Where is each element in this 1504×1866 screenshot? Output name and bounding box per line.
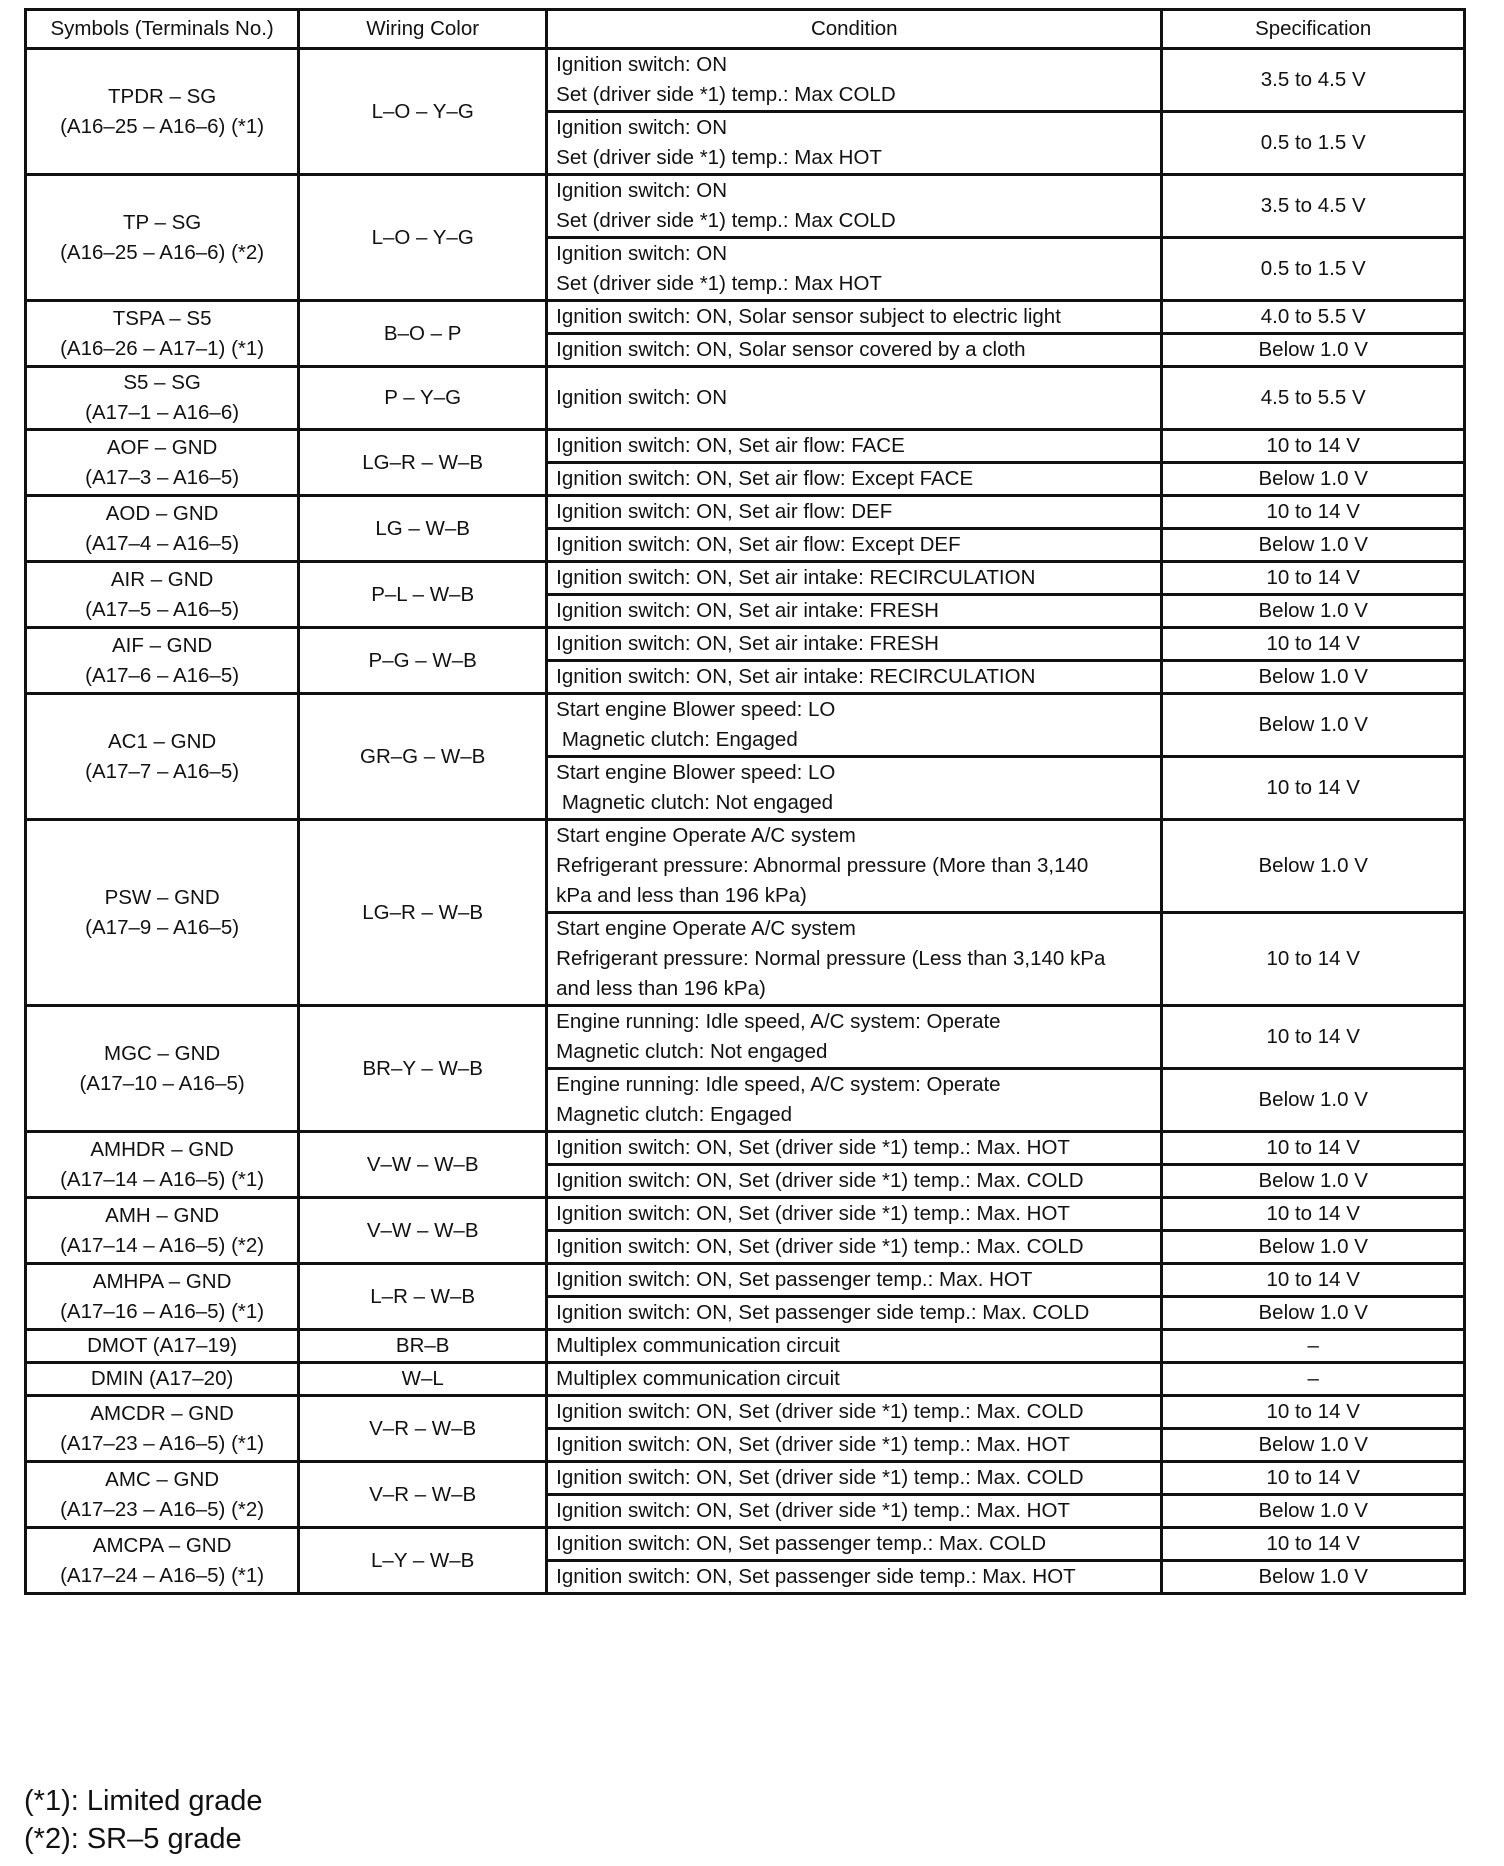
terminal-symbol-line: PSW – GND xyxy=(104,885,220,909)
terminal-symbol-cell xyxy=(26,1198,299,1264)
condition-cell xyxy=(547,1198,1162,1231)
table-row xyxy=(26,1264,1465,1297)
wiring-color-cell: P–G – W–B xyxy=(299,628,547,694)
condition-line: Ignition switch: ON, Set air intake: RECIRCULATION xyxy=(556,665,1036,688)
condition-cell xyxy=(547,430,1162,463)
condition-line: Ignition switch: ON, Solar sensor subject to electric light xyxy=(556,305,1061,328)
condition-line: Ignition switch: ON, Set (driver side *1) temp.: Max. COLD xyxy=(556,1466,1084,1489)
condition-line: Ignition switch: ON, Set air flow: DEF xyxy=(556,500,893,523)
specification-cell: Below 1.0 V xyxy=(1162,463,1465,496)
condition-line: Ignition switch: ON, Set passenger side temp.: Max. COLD xyxy=(556,1301,1090,1324)
table-row xyxy=(26,1006,1465,1069)
terminal-symbol-cell xyxy=(26,175,299,301)
terminal-symbol-line: (A16–25 – A16–6) (*2) xyxy=(60,240,265,264)
terminal-symbol-line: (A17–5 – A16–5) xyxy=(85,597,240,621)
header-symbols: Symbols (Terminals No.) xyxy=(26,10,299,49)
header-condition: Condition xyxy=(547,10,1162,49)
table-row xyxy=(26,175,1465,238)
condition-cell xyxy=(547,367,1162,430)
condition-line: and less than 196 kPa) xyxy=(556,977,766,1000)
wiring-color-cell: W–L xyxy=(299,1363,547,1396)
terminal-symbol-line: (A17–7 – A16–5) xyxy=(85,759,240,783)
condition-cell xyxy=(547,496,1162,529)
specification-cell: Below 1.0 V xyxy=(1162,1495,1465,1528)
condition-line: Ignition switch: ON xyxy=(556,179,728,202)
terminal-symbol-line: S5 – SG xyxy=(123,371,201,394)
condition-line: Set (driver side *1) temp.: Max HOT xyxy=(556,146,882,169)
terminal-symbol-cell xyxy=(26,301,299,367)
condition-cell xyxy=(547,49,1162,112)
wiring-color-cell: BR–Y – W–B xyxy=(299,1006,547,1132)
terminal-symbol-cell xyxy=(26,430,299,496)
terminal-symbol-cell xyxy=(26,1396,299,1462)
condition-cell xyxy=(547,301,1162,334)
wiring-color-cell: V–W – W–B xyxy=(299,1132,547,1198)
condition-cell xyxy=(547,1264,1162,1297)
condition-line: Magnetic clutch: Engaged xyxy=(556,1103,793,1126)
specification-cell: 10 to 14 V xyxy=(1162,430,1465,463)
terminal-symbol-line: (A17–6 – A16–5) xyxy=(85,663,240,687)
specification-cell: Below 1.0 V xyxy=(1162,1069,1465,1132)
wiring-color-cell: GR–G – W–B xyxy=(299,694,547,820)
specification-cell: Below 1.0 V xyxy=(1162,595,1465,628)
table-row xyxy=(26,367,1465,430)
condition-cell xyxy=(547,1297,1162,1330)
condition-line: Refrigerant pressure: Normal pressure (Less than 3,140 kPa xyxy=(556,947,1106,970)
terminal-symbol-line: (A17–14 – A16–5) (*1) xyxy=(60,1167,265,1191)
condition-line: Refrigerant pressure: Abnormal pressure (More than 3,140 xyxy=(556,854,1089,877)
specification-cell: 10 to 14 V xyxy=(1162,1528,1465,1561)
condition-cell xyxy=(547,757,1162,820)
condition-line: Ignition switch: ON, Set (driver side *1) temp.: Max. COLD xyxy=(556,1169,1084,1192)
terminal-symbol-line: AMCPA – GND xyxy=(92,1533,232,1557)
terminal-symbol-line: (A17–1 – A16–6) xyxy=(85,401,240,424)
condition-line: Magnetic clutch: Not engaged xyxy=(556,791,834,814)
header-row xyxy=(26,10,1465,49)
specification-cell: 0.5 to 1.5 V xyxy=(1162,112,1465,175)
table-row xyxy=(26,694,1465,757)
specification-cell: Below 1.0 V xyxy=(1162,334,1465,367)
specification-cell: 10 to 14 V xyxy=(1162,562,1465,595)
specification-cell: 10 to 14 V xyxy=(1162,628,1465,661)
condition-line: Ignition switch: ON, Set air intake: RECIRCULATION xyxy=(556,566,1036,589)
footnote-limited-grade: (*1): Limited grade xyxy=(24,1785,263,1817)
condition-cell xyxy=(547,334,1162,367)
terminal-symbol-line: AMHDR – GND xyxy=(90,1137,234,1161)
terminal-symbol-cell xyxy=(26,49,299,175)
terminal-symbol-cell xyxy=(26,367,299,430)
terminal-symbol-line: (A17–9 – A16–5) xyxy=(85,915,240,939)
terminal-symbol-cell xyxy=(26,694,299,820)
specification-cell: 10 to 14 V xyxy=(1162,757,1465,820)
table-row xyxy=(26,562,1465,595)
terminal-symbol-line: AMC – GND xyxy=(105,1467,220,1491)
footnote-sr5-grade: (*2): SR–5 grade xyxy=(24,1823,242,1855)
condition-line: Start engine Operate A/C system xyxy=(556,917,856,940)
table-row xyxy=(26,628,1465,661)
condition-line: Start engine Blower speed: LO xyxy=(556,761,836,784)
table-row xyxy=(26,430,1465,463)
condition-cell xyxy=(547,238,1162,301)
specification-cell: 10 to 14 V xyxy=(1162,913,1465,1006)
condition-cell xyxy=(547,1528,1162,1561)
condition-line: Engine running: Idle speed, A/C system: Operate xyxy=(556,1073,1001,1096)
table-row xyxy=(26,820,1465,913)
terminal-symbol-line: DMIN (A17–20) xyxy=(90,1367,234,1390)
specification-cell: 10 to 14 V xyxy=(1162,1396,1465,1429)
condition-line: Ignition switch: ON, Set (driver side *1) temp.: Max. HOT xyxy=(556,1202,1070,1225)
footnotes xyxy=(24,1782,263,1858)
specification-cell: Below 1.0 V xyxy=(1162,694,1465,757)
specification-cell: 10 to 14 V xyxy=(1162,1132,1465,1165)
specification-cell: 10 to 14 V xyxy=(1162,1462,1465,1495)
specification-cell: 10 to 14 V xyxy=(1162,1006,1465,1069)
specification-cell: Below 1.0 V xyxy=(1162,529,1465,562)
terminal-symbol-cell xyxy=(26,496,299,562)
condition-cell xyxy=(547,1006,1162,1069)
condition-cell xyxy=(547,661,1162,694)
terminal-symbol-line: (A16–26 – A17–1) (*1) xyxy=(60,336,265,360)
condition-line: Ignition switch: ON, Solar sensor covered by a cloth xyxy=(556,338,1026,361)
condition-line: Ignition switch: ON, Set (driver side *1) temp.: Max. HOT xyxy=(556,1136,1070,1159)
condition-cell xyxy=(547,1231,1162,1264)
wiring-color-cell: L–R – W–B xyxy=(299,1264,547,1330)
terminal-symbol-line: AC1 – GND xyxy=(107,729,217,753)
wiring-color-cell: V–R – W–B xyxy=(299,1462,547,1528)
terminal-symbol-line: (A17–4 – A16–5) xyxy=(85,531,240,555)
terminal-symbol-line: (A17–23 – A16–5) (*1) xyxy=(60,1431,265,1455)
table-row xyxy=(26,301,1465,334)
table-row xyxy=(26,1132,1465,1165)
condition-cell xyxy=(547,595,1162,628)
condition-line: Ignition switch: ON, Set passenger side temp.: Max. HOT xyxy=(556,1565,1076,1588)
table-row xyxy=(26,1396,1465,1429)
specification-cell: Below 1.0 V xyxy=(1162,1561,1465,1594)
condition-line: Ignition switch: ON, Set (driver side *1) temp.: Max. HOT xyxy=(556,1433,1070,1456)
terminal-symbol-cell xyxy=(26,1330,299,1363)
specification-cell: Below 1.0 V xyxy=(1162,1231,1465,1264)
header-specification: Specification xyxy=(1162,10,1465,49)
specification-cell: Below 1.0 V xyxy=(1162,1429,1465,1462)
terminal-symbol-cell xyxy=(26,1132,299,1198)
condition-line: Start engine Blower speed: LO xyxy=(556,698,836,721)
terminal-symbol-line: (A16–25 – A16–6) (*1) xyxy=(60,114,265,138)
condition-cell xyxy=(547,1429,1162,1462)
wiring-color-cell: P–L – W–B xyxy=(299,562,547,628)
condition-line: kPa and less than 196 kPa) xyxy=(556,884,807,907)
condition-line: Ignition switch: ON xyxy=(556,53,728,76)
condition-line: Ignition switch: ON, Set (driver side *1) temp.: Max. COLD xyxy=(556,1235,1084,1258)
condition-cell xyxy=(547,913,1162,1006)
condition-line: Start engine Operate A/C system xyxy=(556,824,856,847)
table-row xyxy=(26,1462,1465,1495)
header-wiring-color: Wiring Color xyxy=(299,10,547,49)
condition-line: Multiplex communication circuit xyxy=(556,1367,840,1390)
wiring-color-cell: LG–R – W–B xyxy=(299,430,547,496)
condition-cell xyxy=(547,112,1162,175)
table-row xyxy=(26,49,1465,112)
table-row xyxy=(26,1330,1465,1363)
terminal-symbol-line: (A17–16 – A16–5) (*1) xyxy=(60,1299,265,1323)
condition-cell xyxy=(547,1561,1162,1594)
specification-cell: Below 1.0 V xyxy=(1162,1165,1465,1198)
condition-cell xyxy=(547,1396,1162,1429)
terminal-symbol-cell xyxy=(26,1528,299,1594)
specification-cell: 10 to 14 V xyxy=(1162,1264,1465,1297)
wiring-color-cell: BR–B xyxy=(299,1330,547,1363)
condition-cell xyxy=(547,694,1162,757)
condition-cell xyxy=(547,175,1162,238)
terminal-symbol-line: TP – SG xyxy=(122,210,202,234)
specification-cell: 4.0 to 5.5 V xyxy=(1162,301,1465,334)
terminal-symbol-line: AMH – GND xyxy=(105,1203,220,1227)
terminal-symbol-line: AOD – GND xyxy=(105,501,219,525)
condition-line: Set (driver side *1) temp.: Max COLD xyxy=(556,83,896,106)
table-row xyxy=(26,1198,1465,1231)
condition-line: Magnetic clutch: Engaged xyxy=(556,728,798,751)
terminal-symbol-line: (A17–23 – A16–5) (*2) xyxy=(60,1497,265,1521)
table-row xyxy=(26,1528,1465,1561)
terminal-symbol-cell xyxy=(26,628,299,694)
condition-cell xyxy=(547,529,1162,562)
specification-cell: – xyxy=(1162,1330,1465,1363)
terminal-symbol-cell xyxy=(26,820,299,1006)
specification-cell: 0.5 to 1.5 V xyxy=(1162,238,1465,301)
terminal-symbol-cell xyxy=(26,1006,299,1132)
terminal-symbol-cell xyxy=(26,1264,299,1330)
condition-line: Ignition switch: ON, Set air flow: Except DEF xyxy=(556,533,961,556)
terminal-symbol-line: (A17–14 – A16–5) (*2) xyxy=(60,1233,265,1257)
terminal-symbol-line: AMCDR – GND xyxy=(90,1401,234,1425)
condition-line: Ignition switch: ON xyxy=(556,116,728,139)
condition-line: Set (driver side *1) temp.: Max HOT xyxy=(556,272,882,295)
condition-cell xyxy=(547,1165,1162,1198)
table-body xyxy=(26,49,1465,1594)
condition-line: Ignition switch: ON, Set air flow: FACE xyxy=(556,434,905,457)
condition-line: Set (driver side *1) temp.: Max COLD xyxy=(556,209,896,232)
wiring-color-cell: V–W – W–B xyxy=(299,1198,547,1264)
specification-cell: 10 to 14 V xyxy=(1162,1198,1465,1231)
terminal-symbol-line: TPDR – SG xyxy=(108,84,217,108)
condition-line: Ignition switch: ON, Set air intake: FRESH xyxy=(556,632,939,655)
terminal-symbol-line: (A17–24 – A16–5) (*1) xyxy=(60,1563,265,1587)
condition-line: Ignition switch: ON, Set (driver side *1) temp.: Max. HOT xyxy=(556,1499,1070,1522)
wiring-color-cell: L–Y – W–B xyxy=(299,1528,547,1594)
terminal-symbol-line: (A17–3 – A16–5) xyxy=(85,465,240,489)
terminal-symbol-line: MGC – GND xyxy=(104,1041,221,1065)
condition-cell xyxy=(547,1462,1162,1495)
terminal-symbol-cell xyxy=(26,1462,299,1528)
condition-line: Ignition switch: ON, Set passenger temp.: Max. HOT xyxy=(556,1268,1033,1291)
specification-cell: Below 1.0 V xyxy=(1162,820,1465,913)
condition-line: Ignition switch: ON, Set (driver side *1) temp.: Max. COLD xyxy=(556,1400,1084,1423)
terminal-symbol-line: AIR – GND xyxy=(110,567,214,591)
condition-cell xyxy=(547,463,1162,496)
terminal-symbol-cell xyxy=(26,562,299,628)
condition-line: Ignition switch: ON xyxy=(556,242,728,265)
terminal-symbol-line: DMOT (A17–19) xyxy=(87,1334,238,1357)
condition-cell xyxy=(547,1495,1162,1528)
table-row xyxy=(26,496,1465,529)
wiring-color-cell: V–R – W–B xyxy=(299,1396,547,1462)
wiring-color-cell: L–O – Y–G xyxy=(299,175,547,301)
table-row xyxy=(26,1363,1465,1396)
condition-cell xyxy=(547,562,1162,595)
terminal-symbol-line: AOF – GND xyxy=(106,435,218,459)
condition-cell xyxy=(547,1132,1162,1165)
condition-cell xyxy=(547,1363,1162,1396)
condition-line: Engine running: Idle speed, A/C system: Operate xyxy=(556,1010,1001,1033)
condition-line: Ignition switch: ON, Set air flow: Except FACE xyxy=(556,467,974,490)
condition-cell xyxy=(547,1330,1162,1363)
condition-cell xyxy=(547,1069,1162,1132)
wiring-color-cell: LG – W–B xyxy=(299,496,547,562)
terminal-spec-table xyxy=(24,8,1466,1595)
wiring-color-cell: L–O – Y–G xyxy=(299,49,547,175)
condition-line: Ignition switch: ON, Set passenger temp.: Max. COLD xyxy=(556,1532,1047,1555)
condition-cell xyxy=(547,628,1162,661)
specification-cell: – xyxy=(1162,1363,1465,1396)
specification-cell: 3.5 to 4.5 V xyxy=(1162,49,1465,112)
terminal-symbol-cell xyxy=(26,1363,299,1396)
terminal-symbol-line: (A17–10 – A16–5) xyxy=(79,1071,245,1095)
condition-line: Ignition switch: ON, Set air intake: FRESH xyxy=(556,599,939,622)
condition-cell xyxy=(547,820,1162,913)
terminal-symbol-line: AIF – GND xyxy=(111,633,213,657)
condition-line: Magnetic clutch: Not engaged xyxy=(556,1040,828,1063)
specification-cell: 3.5 to 4.5 V xyxy=(1162,175,1465,238)
condition-line: Multiplex communication circuit xyxy=(556,1334,840,1357)
specification-cell: 10 to 14 V xyxy=(1162,496,1465,529)
specification-cell: 4.5 to 5.5 V xyxy=(1162,367,1465,430)
condition-line: Ignition switch: ON xyxy=(556,386,728,409)
wiring-color-cell: P – Y–G xyxy=(299,367,547,430)
specification-cell: Below 1.0 V xyxy=(1162,1297,1465,1330)
specification-cell: Below 1.0 V xyxy=(1162,661,1465,694)
wiring-color-cell: LG–R – W–B xyxy=(299,820,547,1006)
wiring-color-cell: B–O – P xyxy=(299,301,547,367)
terminal-symbol-line: AMHPA – GND xyxy=(92,1269,232,1293)
terminal-symbol-line: TSPA – S5 xyxy=(112,306,212,330)
